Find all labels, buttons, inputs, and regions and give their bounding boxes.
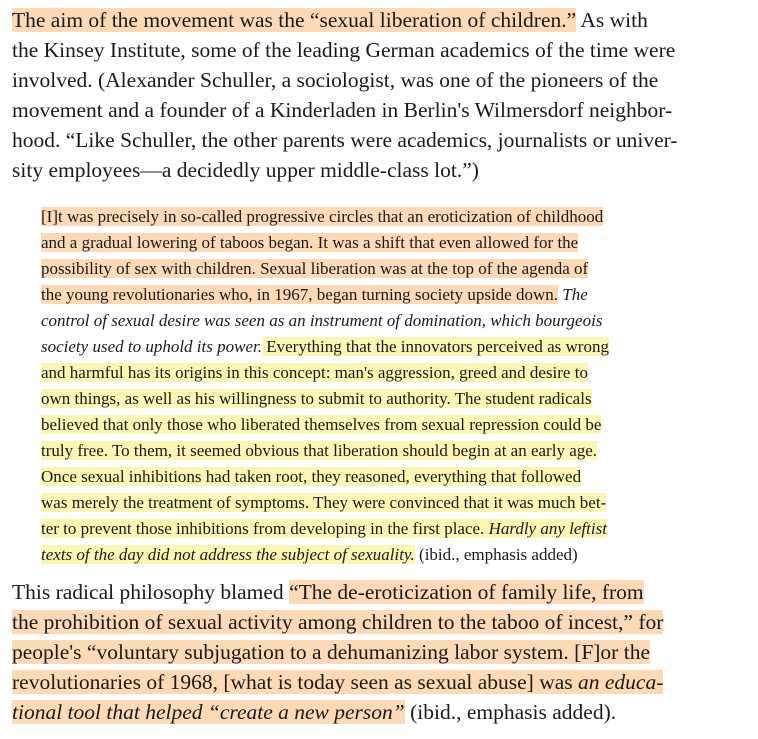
quote-line — [41, 412, 601, 438]
text-line — [12, 5, 648, 35]
highlighted-text: was merely the treatment of symptoms. They were convinced that it was much bet- — [41, 493, 607, 512]
citation-text: (ibid., emphasis added) — [414, 545, 578, 564]
text-span: movement and a founder of a Kinderladen in Berlin's Wilmersdorf neighbor- — [12, 98, 673, 122]
quote-line — [41, 282, 588, 308]
text-line — [12, 125, 678, 155]
text-line — [12, 667, 663, 697]
quote-line — [41, 490, 606, 516]
paragraph-intro — [12, 5, 747, 185]
highlighted-text: ter to prevent those inhibitions from developing in the first place. — [41, 519, 485, 538]
emphasis-text: an educa- — [572, 670, 664, 694]
highlighted-text: possibility of sex with children. Sexual liberation was at the top of the agenda of — [41, 259, 589, 278]
text-line — [12, 607, 663, 637]
quote-line — [41, 204, 603, 230]
quote-line — [41, 256, 588, 282]
highlighted-text: [I]t was precisely in so-called progressive circles that an eroticization of childhood — [41, 207, 604, 226]
quote-line — [41, 516, 607, 542]
citation-text: (ibid., emphasis added). — [404, 700, 617, 724]
quote-line — [41, 334, 609, 360]
text-line — [12, 35, 675, 65]
highlighted-text: Everything that the innovators perceived as wrong — [261, 337, 609, 356]
quote-line — [41, 308, 602, 334]
text-span: the Kinsey Institute, some of the leading German academics of the time were — [12, 38, 676, 62]
emphasis-text: tional tool that helped “create a new person” — [12, 700, 405, 724]
quote-line — [41, 386, 592, 412]
highlighted-text: and harmful has its origins in this concept: man's aggression, greed and desire to — [41, 363, 588, 382]
highlighted-text: Once sexual inhibitions had taken root, they reasoned, everything that followed — [41, 467, 582, 486]
text-span: sity employees—a decidedly upper middle-class lot.”) — [12, 158, 479, 182]
quote-line — [41, 438, 597, 464]
emphasis-text: Hardly any leftist — [484, 519, 607, 538]
text-line — [12, 637, 650, 667]
text-line — [12, 65, 658, 95]
highlighted-text: the young revolutionaries who, in 1967, began turning society upside down. — [41, 285, 558, 304]
quote-line — [41, 542, 578, 568]
text-line — [12, 577, 644, 607]
blockquote — [41, 204, 717, 568]
text-line — [12, 697, 616, 727]
text-span: hood. “Like Schuller, the other parents were academics, journalists or univer- — [12, 128, 678, 152]
text-span: involved. (Alexander Schuller, a sociologist, was one of the pioneers of the — [12, 68, 659, 92]
highlighted-text: and a gradual lowering of taboos began. It was a shift that even allowed for the — [41, 233, 579, 252]
highlighted-text: believed that only those who liberated themselves from sexual repression could be — [41, 415, 602, 434]
text-line — [12, 95, 672, 125]
emphasis-text: The — [558, 285, 588, 304]
highlighted-text: “The de-eroticization of family life, from — [289, 580, 644, 604]
quote-line — [41, 464, 581, 490]
highlighted-text: The aim of the movement was the “sexual liberation of children.” — [12, 8, 577, 32]
highlighted-text: people's “voluntary subjugation to a dehumanizing labor system. [F]or the — [12, 640, 650, 664]
emphasis-text: society used to uphold its power. — [41, 337, 262, 356]
text-span: As with — [576, 8, 648, 32]
emphasis-text: control of sexual desire was seen as an instrument of domination, which bourgeois — [41, 311, 603, 330]
quote-line — [41, 230, 578, 256]
highlighted-text: own things, as well as his willingness to submit to authority. The student radicals — [41, 389, 592, 408]
emphasis-text: texts of the day did not address the subject of sexuality. — [41, 545, 415, 564]
highlighted-text: truly free. To them, it seemed obvious that liberation should begin at an early age. — [41, 441, 598, 460]
highlighted-text: revolutionaries of 1968, [what is today seen as sexual abuse] was — [12, 670, 573, 694]
quote-line — [41, 360, 588, 386]
highlighted-text: the prohibition of sexual activity among children to the taboo of incest,” for — [12, 610, 664, 634]
text-span: This radical philosophy blamed — [12, 580, 290, 604]
text-line — [12, 155, 479, 185]
paragraph-conclusion — [12, 577, 747, 729]
